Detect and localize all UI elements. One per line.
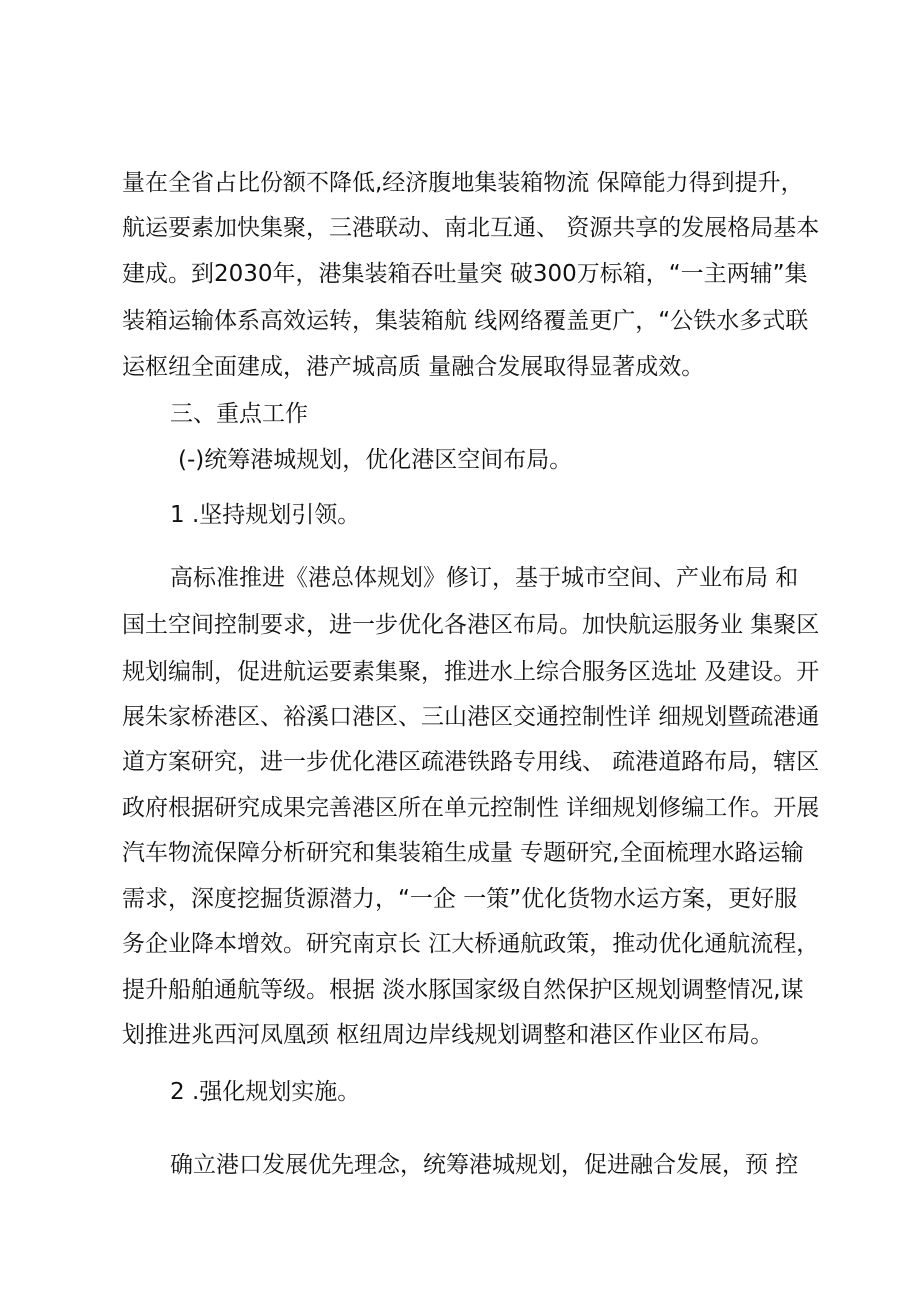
paragraph-line: 需求，深度挖掘货源潜力，“一企 一策”优化货物水运方案，更好服 bbox=[122, 886, 798, 912]
paragraph-line: 道方案研究，进一步优化港区疏港铁路专用线、 疏港道路布局，辖区 bbox=[122, 749, 820, 775]
paragraph-line: 高标准推进《港总体规划》修订，基于城市空间、产业布局 和 bbox=[170, 565, 799, 591]
paragraph-line: 确立港口发展优先理念，统筹港城规划，促进融合发展，预 控 bbox=[170, 1152, 799, 1178]
paragraph-line: 展朱家桥港区、裕溪口港区、三山港区交通控制性详 细规划暨疏港通 bbox=[122, 704, 820, 730]
subsection-heading: (-)统筹港城规划，优化港区空间布局。 bbox=[178, 447, 573, 473]
paragraph-line: 国土空间控制要求，进一步优化各港区布局。加快航运服务业 集聚区 bbox=[122, 612, 820, 638]
paragraph-line: 航运要素加快集聚，三港联动、南北互通、 资源共享的发展格局基本 bbox=[122, 215, 820, 241]
paragraph-line: 务企业降本增效。研究南京长 江大桥通航政策，推动优化通航流程， bbox=[122, 931, 820, 957]
item-heading: 2 .强化规划实施。 bbox=[170, 1079, 361, 1105]
paragraph-line: 提升船舶通航等级。根据 淡水豚国家级自然保护区规划调整情况,谋 bbox=[122, 977, 804, 1003]
section-heading: 三、重点工作 bbox=[170, 401, 308, 427]
paragraph-line: 汽车物流保障分析研究和集装箱生成量 专题研究,全面梳理水路运输 bbox=[122, 840, 804, 866]
paragraph-line: 量在全省占比份额不降低,经济腹地集装箱物流 保障能力得到提升， bbox=[122, 170, 804, 196]
paragraph-line: 建成。到2030年，港集装箱吞吐量突 破300万标箱，“一主两辅”集 bbox=[122, 261, 808, 287]
paragraph-line: 划推进兆西河凤凰颈 枢纽周边岸线规划调整和港区作业区布局。 bbox=[122, 1022, 774, 1048]
paragraph-line: 政府根据研究成果完善港区所在单元控制性 详细规划修编工作。开展 bbox=[122, 795, 820, 821]
paragraph-line: 规划编制，促进航运要素集聚，推进水上综合服务区选址 及建设。开 bbox=[122, 659, 820, 685]
item-heading: 1 .坚持规划引领。 bbox=[170, 502, 361, 528]
paragraph-line: 运枢纽全面建成，港产城高质 量融合发展取得显著成效。 bbox=[122, 354, 705, 380]
paragraph-line: 装箱运输体系高效运转，集装箱航 线网络覆盖更广，“公铁水多式联 bbox=[122, 308, 809, 334]
